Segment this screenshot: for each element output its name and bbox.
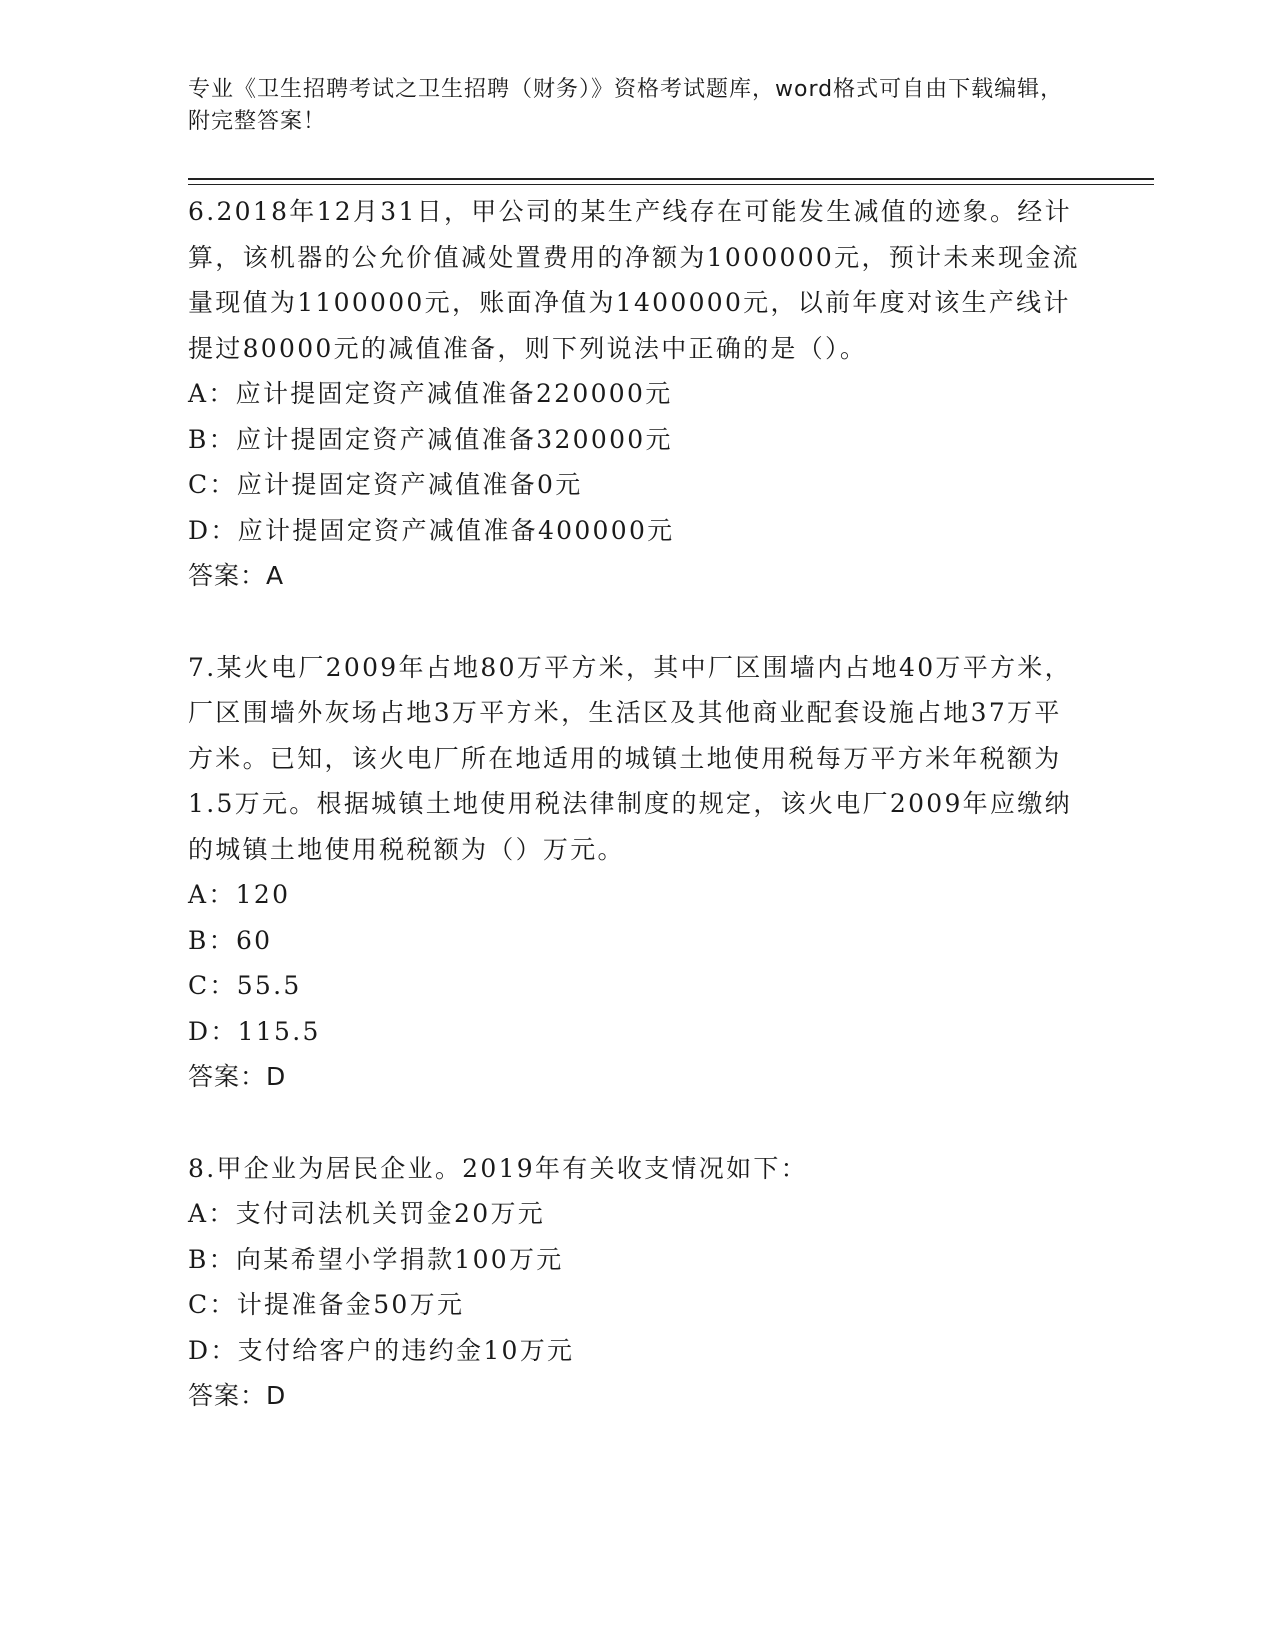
option-c: C：55.5 xyxy=(188,971,302,1000)
header-divider-thick xyxy=(188,178,1154,180)
option-b: B：向某希望小学捐款100万元 xyxy=(188,1244,564,1274)
question-stem: 6.2018年12月31日，甲公司的某生产线存在可能发生减值的迹象。经计算，该机器的公允价值减处置费用的净额为1000000元，预计未来现金流量现值为1100000元，账面净值为1400000元，以前年度对该生产线计提过80000元的减值准备，则下列说法中正确的是（）。 xyxy=(188,197,1080,363)
document-header: 专业《卫生招聘考试之卫生招聘（财务）》资格考试题库，word格式可自由下载编辑，附完整答案！ xyxy=(188,77,1064,134)
answer-line: 答案：A xyxy=(188,561,285,590)
header-divider-thin xyxy=(188,184,1154,185)
option-b: B：60 xyxy=(188,925,273,955)
question-spacer xyxy=(188,1100,1088,1146)
option-a: A：应计提固定资产减值准备220000元 xyxy=(188,379,673,408)
question-6 xyxy=(188,189,1088,599)
question-stem: 7.某火电厂2009年占地80万平方米，其中厂区围墙内占地40万平方米，厂区围墙外灰场占地3万平方米，生活区及其他商业配套设施占地37万平方米。已知，该火电厂所在地适用的城镇土地使用税每万平方米年税额为1.5万元。根据城镇土地使用税法律制度的规定，该火电厂2009年应缴纳的城镇土地使用税税额为（）万元。 xyxy=(188,652,1072,864)
option-d: D：115.5 xyxy=(188,1016,321,1046)
answer-line: 答案：D xyxy=(188,1381,287,1410)
answer-line: 答案：D xyxy=(188,1062,287,1091)
question-list xyxy=(188,189,1088,1419)
option-c: C：计提准备金50万元 xyxy=(188,1290,465,1319)
question-spacer xyxy=(188,599,1088,645)
option-a: A：支付司法机关罚金20万元 xyxy=(188,1199,546,1228)
question-8 xyxy=(188,1146,1088,1419)
question-7 xyxy=(188,645,1088,1100)
question-stem: 8.甲企业为居民企业。2019年有关收支情况如下： xyxy=(188,1153,808,1183)
option-d: D：支付给客户的违约金10万元 xyxy=(188,1335,575,1365)
option-b: B：应计提固定资产减值准备320000元 xyxy=(188,424,673,454)
option-c: C：应计提固定资产减值准备0元 xyxy=(188,470,583,499)
option-d: D：应计提固定资产减值准备400000元 xyxy=(188,515,675,545)
option-a: A：120 xyxy=(188,880,291,909)
